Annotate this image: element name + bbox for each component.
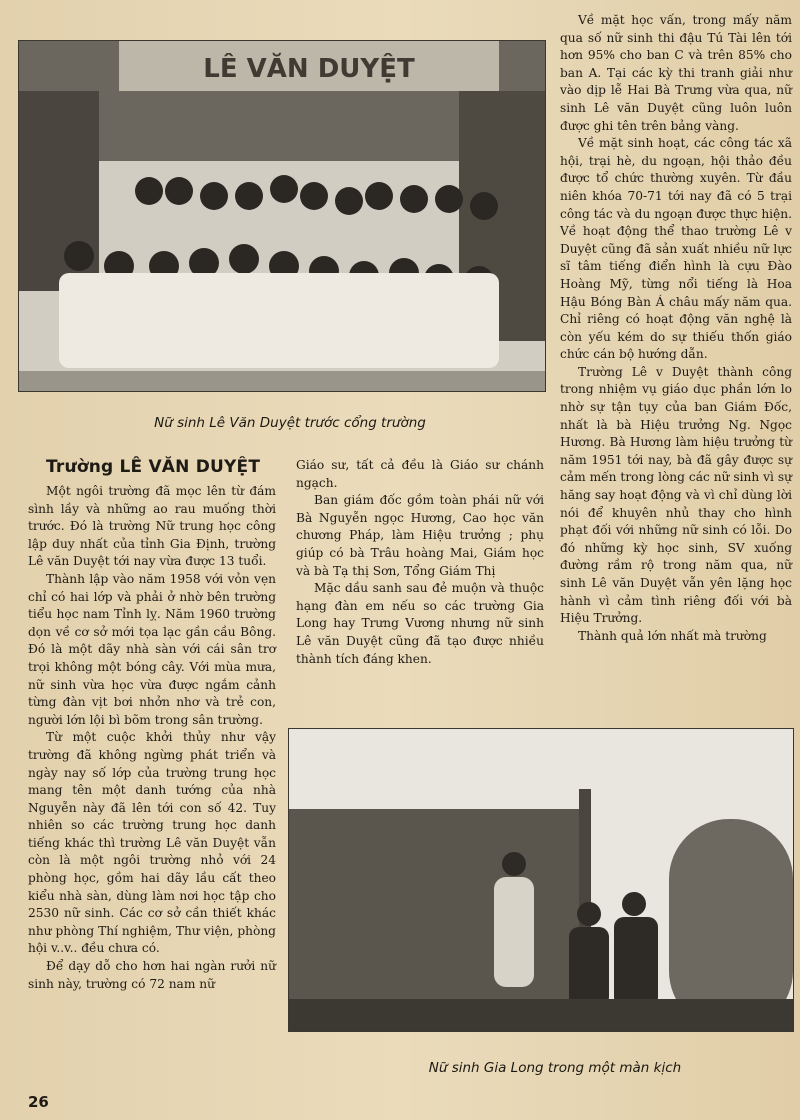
paragraph: Trường Lê v Duyệt thành công trong nhiệm vụ giáo dục phần lớn lo nhờ sự tận tụy của ban Giám Đốc, nhất là bà Hiệu trưởng Ng. Ngọc Hương. Bà Hương làm hiệu trưởng từ năm 1951 tới nay, bà đã gây được sự cảm mến trong lòng các nữ sinh vì sự hăng say hoạt động và vì chỉ dùng lời nói để khuyên nhủ thay cho hình phạt đối với những nữ sinh có lỗi. Do đó những kỳ học sinh, SV xuống đường rầm rộ trong năm qua, nữ sinh Lê văn Duyệt vẫn yên lặng học hành vì cảm tình riêng đối với bà Hiệu Trưởng. bbox=[560, 364, 792, 626]
paragraph: Giáo sư, tất cả đều là Giáo sư chánh ngạch. bbox=[296, 458, 544, 490]
theater-scene-illustration bbox=[289, 729, 793, 1031]
paragraph: Ban giám đốc gồm toàn phái nữ với Bà Nguyễn ngọc Hương, Cao học văn chương Pháp, làm Hiệu trưởng ; phụ giúp có bà Trâu hoàng Mai, Giám học và bà Tạ thị Sơn, Tổng Giám Thị bbox=[296, 493, 544, 578]
students-photo-illustration bbox=[19, 41, 545, 391]
paragraph: Về mặt sinh hoạt, các công tác xã hội, trại hè, du ngoạn, hội thảo đều được tổ chức thường xuyên. Từ đầu niên khóa 70-71 tới nay đã có 5 trại công tác và du ngoạn được thực hiện. Về hoạt động thể thao trường Lê v Duyệt cũng đã sản xuất nhiều nữ lực sĩ tâm tiếng điển hình là cựu Đào Hoàng Mỹ, từng nổi tiếng là Hoa Hậu Bóng Bàn Á châu mấy năm qua. Chỉ riêng có hoạt động văn nghệ là còn yếu kém do sự thiếu thốn giáo chức cán bộ hướng dẫn. bbox=[560, 136, 792, 362]
photo1-caption: Nữ sinh Lê Văn Duyệt trước cổng trường bbox=[154, 415, 426, 431]
paragraph: Mặc dầu sanh sau đẻ muộn và thuộc hạng đàn em nếu so các trường Gia Long hay Trưng Vương nhưng nữ sinh Lê văn Duyệt cũng đã tạo được nhiều thành tích đáng khen. bbox=[296, 581, 544, 666]
paragraph: Một ngôi trường đã mọc lên từ đám sình lầy và những ao rau muống thời trước. Đó là trường Nữ trung học công lập duy nhất của tỉnh Gia Định, trường Lê văn Duyệt tới nay vừa được 13 tuổi. bbox=[28, 484, 276, 569]
page-number: 26 bbox=[28, 1093, 49, 1111]
article-column-3 bbox=[560, 12, 792, 645]
paragraph: Để dạy dỗ cho hơn hai ngàn rưởi nữ sinh này, trường có 72 nam nữ bbox=[28, 959, 276, 991]
article-column-1 bbox=[28, 483, 276, 993]
paragraph: Về mặt học vấn, trong mấy năm qua số nữ sinh thi đậu Tú Tài lên tới hơn 95% cho ban C và trên 85% cho ban A. Tại các kỳ thi tranh giải như vào dịp lễ Hai Bà Trưng vừa qua, nữ sinh Lê văn Duyệt cũng luôn luôn được ghi tên trên bảng vàng. bbox=[560, 13, 792, 133]
article-title: Trường LÊ VĂN DUYỆT bbox=[46, 457, 261, 477]
paragraph: Từ một cuộc khởi thủy như vậy trường đã không ngừng phát triển và ngày nay số lớp của trường trung học mang tên một danh tướng của nhà Nguyễn này đã lên tới con số 42. Tuy nhiên so các trường trung học danh tiếng khác thì trường Lê văn Duyệt vẫn còn là một ngôi trường nhỏ với 24 phòng học, gồm hai dãy lầu cất theo kiểu nhà sàn, dùng làm nơi học tập cho 2530 nữ sinh. Các cơ sở cần thiết khác như phòng Thí nghiệm, Thư viện, phòng hội v..v.. đều chưa có. bbox=[28, 730, 276, 956]
school-gate-photo bbox=[18, 40, 546, 392]
article-column-2 bbox=[296, 457, 544, 668]
paragraph: Thành lập vào năm 1958 với vỏn vẹn chỉ có hai lớp và phải ở nhờ bên trường tiểu học nam Tỉnh lỵ. Năm 1960 trường dọn về cơ sở mới tọa lạc gần cầu Bông. Đó là một dãy nhà sàn với cái sân trơ trọi không một bóng cây. Với mùa mưa, nữ sinh vừa học vừa được ngắm cảnh từng đàn vịt bơi nhởn nhơ và trẻ con, người lớn lội bì bõm trong sân trường. bbox=[28, 571, 276, 727]
play-scene-photo bbox=[288, 728, 794, 1032]
photo2-caption: Nữ sinh Gia Long trong một màn kịch bbox=[428, 1060, 682, 1076]
paragraph: Thành quả lớn nhất mà trường bbox=[578, 628, 767, 643]
gate-banner-text: LÊ VĂN DUYỆT bbox=[203, 54, 415, 84]
